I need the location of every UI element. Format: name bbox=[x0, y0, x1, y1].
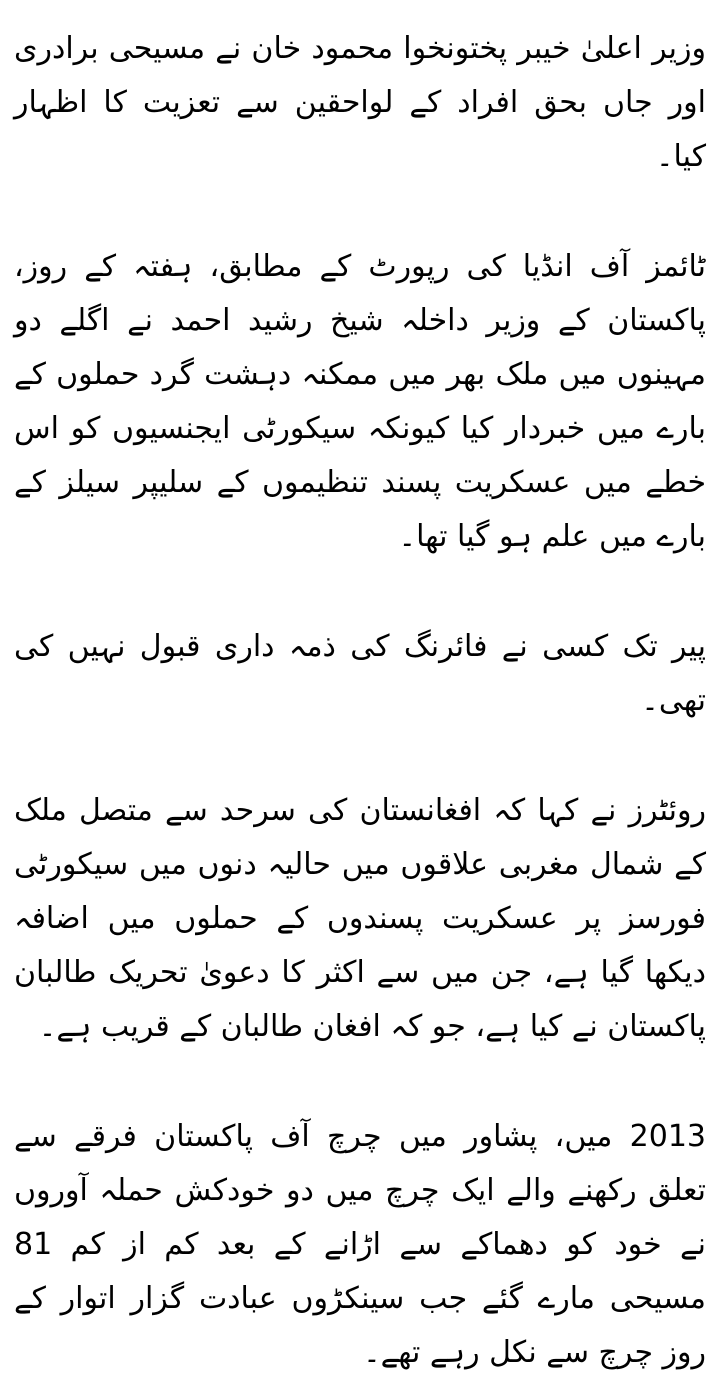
paragraph-spacer bbox=[14, 564, 706, 620]
paragraph-condolence: وزیر اعلیٰ خیبر پختونخوا محمود خان نے مسیحی برادری اور جاں بحق افراد کے لواحقین سے تعزیت کا اظہار کیا۔ bbox=[14, 31, 706, 174]
article-body bbox=[14, 22, 706, 1380]
paragraph-responsibility: پیر تک کسی نے فائرنگ کی ذمہ داری قبول نہیں کی تھی۔ bbox=[14, 629, 706, 718]
paragraph-times-of-india-report: ٹائمز آف انڈیا کی رپورٹ کے مطابق، ہفتہ کے روز، پاکستان کے وزیر داخلہ شیخ رشید احمد نے اگلے دو مہینوں میں ملک بھر میں ممکنہ دہشت گرد حملوں کے بارے میں خبردار کیا کیونکہ سیکورٹی ایجنسیوں کو اس خطے میں عسکریت پسند تنظیموں کے سلیپر سیلز کے بارے میں علم ہو گیا تھا۔ bbox=[14, 249, 706, 554]
paragraph-spacer bbox=[14, 1054, 706, 1110]
paragraph-peshawar-2013: 2013 میں، پشاور میں چرچ آف پاکستان فرقے سے تعلق رکھنے والے ایک چرچ میں دو خودکش حملہ آوروں نے خود کو دھماکے سے اڑانے کے بعد کم از کم 81 مسیحی مارے گئے جب سینکڑوں عبادت گزار اتوار کے روز چرچ سے نکل رہے تھے۔ bbox=[14, 1119, 706, 1370]
paragraph-spacer bbox=[14, 728, 706, 784]
paragraph-reuters: روئٹرز نے کہا کہ افغانستان کی سرحد سے متصل ملک کے شمال مغربی علاقوں میں حالیہ دنوں میں سیکورٹی فورسز پر عسکریت پسندوں کے حملوں میں اضافہ دیکھا گیا ہے، جن میں سے اکثر کا دعویٰ تحریک طالبان پاکستان نے کیا ہے، جو کہ افغان طالبان کے قریب ہے۔ bbox=[14, 793, 706, 1044]
paragraph-spacer bbox=[14, 184, 706, 240]
